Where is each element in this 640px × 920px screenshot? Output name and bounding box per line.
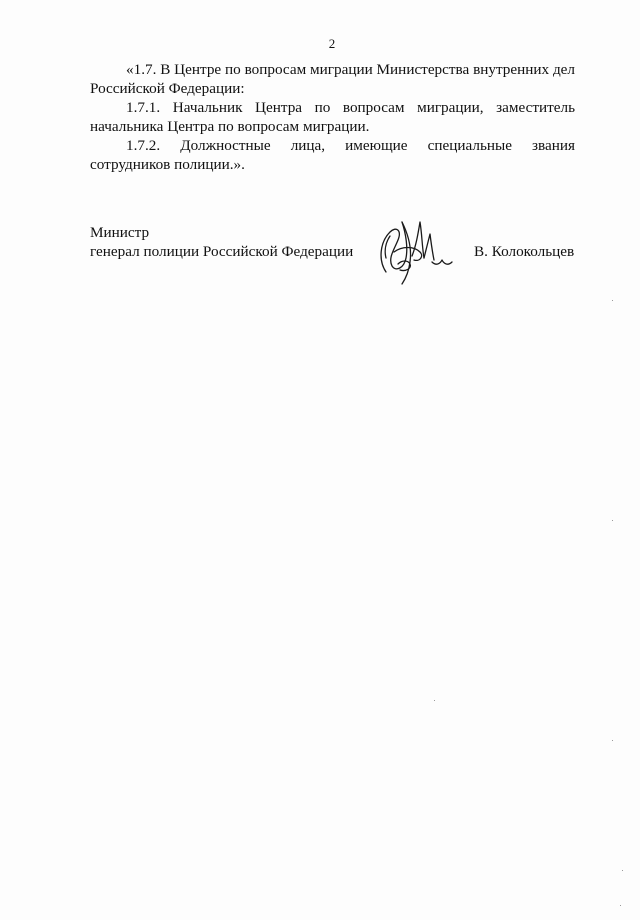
signatory-position	[90, 223, 353, 261]
scan-speck	[620, 905, 621, 906]
scan-speck	[622, 870, 623, 871]
scan-speck	[612, 740, 613, 741]
paragraph-1-7-2: 1.7.2. Должностные лица, имеющие специальные звания сотрудников полиции.».	[90, 137, 575, 173]
paragraph-1-7-1: 1.7.1. Начальник Центра по вопросам миграции, заместитель начальника Центра по вопросам миграции.	[90, 99, 575, 135]
document-body	[90, 60, 575, 174]
page-number: 2	[328, 36, 336, 51]
paragraph-1-7: «1.7. В Центре по вопросам миграции Министерства внутренних дел Российской Федерации:	[90, 61, 575, 97]
scan-speck	[612, 520, 613, 521]
position-title: Министр	[90, 224, 150, 241]
handwritten-signature	[372, 212, 458, 286]
scan-speck	[612, 300, 613, 301]
scan-speck	[434, 700, 435, 701]
position-rank: генерал полиции Российской Федерации	[90, 243, 354, 260]
signatory-name: В. Колокольцев	[474, 243, 575, 260]
